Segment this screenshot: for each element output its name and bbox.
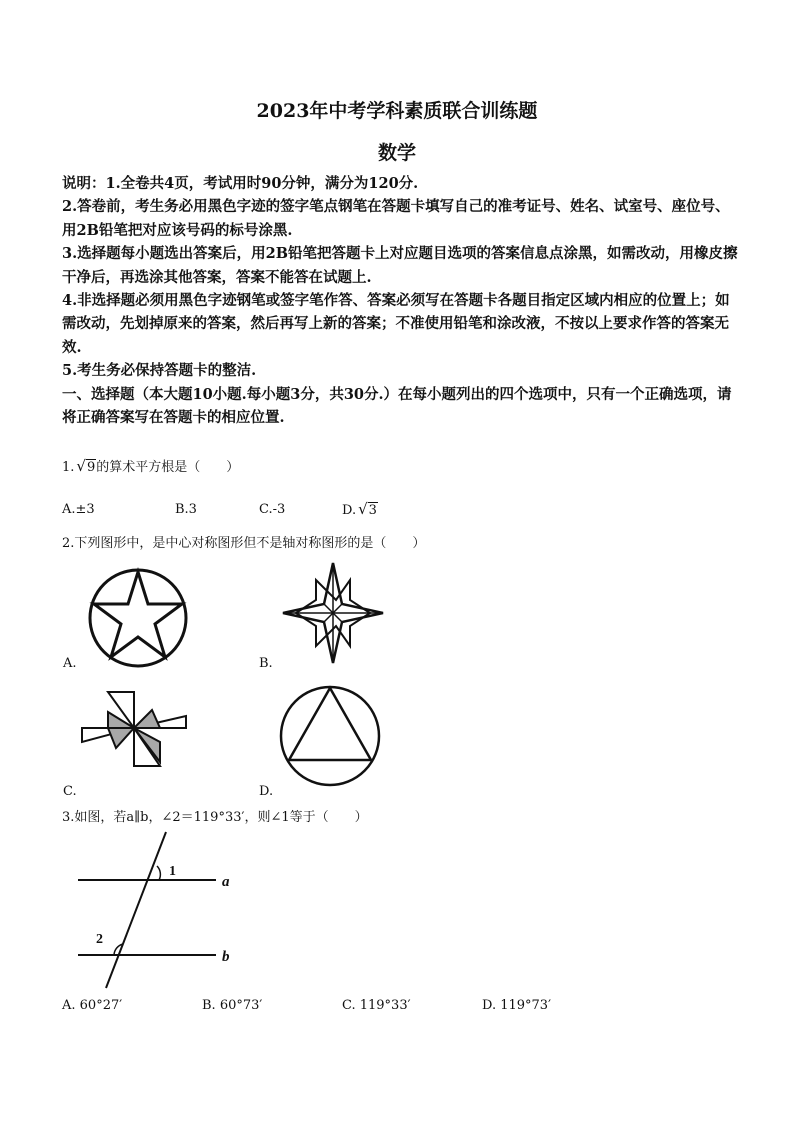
q3-option-b: B. 60°73′	[202, 998, 263, 1013]
q1-option-c: C.-3	[259, 502, 286, 517]
q1-option-d	[342, 500, 378, 518]
sqrt-3-radicand: 3	[368, 503, 377, 518]
sqrt-9: √9	[76, 457, 96, 475]
q1-option-b: B.3	[175, 502, 197, 517]
question-1-number: 1.	[62, 460, 75, 475]
angle-1-arc	[157, 866, 160, 880]
q2-option-d-label: D.	[259, 784, 274, 799]
sqrt-3: √3	[358, 500, 377, 518]
q1-option-d-label: D.	[342, 503, 357, 518]
section-heading: 一、选择题（本大题10小题.每小题3分，共30分.）在每小题列出的四个选项中，只有一个正确选项，请将正确答案写在答题卡的相应位置.	[62, 385, 732, 427]
exam-subject: 数学	[377, 142, 416, 164]
question-1	[62, 456, 239, 475]
q2-option-c-label: C.	[63, 784, 77, 799]
instructions-block	[62, 172, 740, 429]
q1-option-a: A.±3	[62, 502, 95, 517]
q3-option-c: C. 119°33′	[342, 998, 411, 1013]
exam-title: 2023年中考学科素质联合训练题	[256, 100, 538, 122]
q2-option-a-label: A.	[63, 656, 77, 671]
question-3-stem: 3.如图，若a∥b，∠2＝119°33′，则∠1等于（ ）	[62, 810, 368, 825]
sqrt-9-radicand: 9	[86, 460, 96, 475]
instruction-2: 2.答卷前，考生务必用黑色字迹的签字笔点钢笔在答题卡填写自己的准考证号、姓名、试室号、座位号、用2B铅笔把对应该号码的标号涂黑.	[62, 198, 730, 239]
angle-1-label: 1	[169, 864, 176, 879]
parallel-lines-figure	[74, 830, 244, 990]
compass-star-figure	[280, 560, 386, 666]
pinwheel-figure	[78, 688, 190, 770]
angle-2-label: 2	[96, 932, 103, 947]
q2-option-b-label: B.	[259, 656, 273, 671]
question-2-stem: 2.下列图形中，是中心对称图形但不是轴对称图形的是（ ）	[62, 536, 426, 551]
instruction-5: 5.考生务必保持答题卡的整洁.	[62, 362, 257, 380]
transversal-line	[106, 832, 166, 988]
line-b-label: b	[222, 949, 230, 965]
question-1-stem: 的算术平方根是（ ）	[96, 460, 240, 475]
q3-option-d: D. 119°73′	[482, 998, 552, 1013]
star-in-circle-figure	[86, 566, 192, 672]
triangle-in-circle-figure	[278, 684, 382, 788]
q3-option-a: A. 60°27′	[62, 998, 123, 1013]
line-a-label: a	[222, 874, 230, 890]
instruction-3: 3.选择题每小题选出答案后，用2B铅笔把答题卡上对应题目选项的答案信息点涂黑，如需改动，用橡皮擦干净后，再选涂其他答案，答案不能答在试题上.	[62, 245, 738, 286]
instruction-4: 4.非选择题必须用黑色字迹钢笔或签字笔作答、答案必须写在答题卡各题目指定区域内相应的位置上；如需改动，先划掉原来的答案，然后再写上新的答案；不准使用铅笔和涂改液，不按以上要求作答的答案无效.	[62, 292, 730, 356]
instruction-1: 说明：1.全卷共4页，考试用时90分钟，满分为120分.	[62, 175, 419, 192]
